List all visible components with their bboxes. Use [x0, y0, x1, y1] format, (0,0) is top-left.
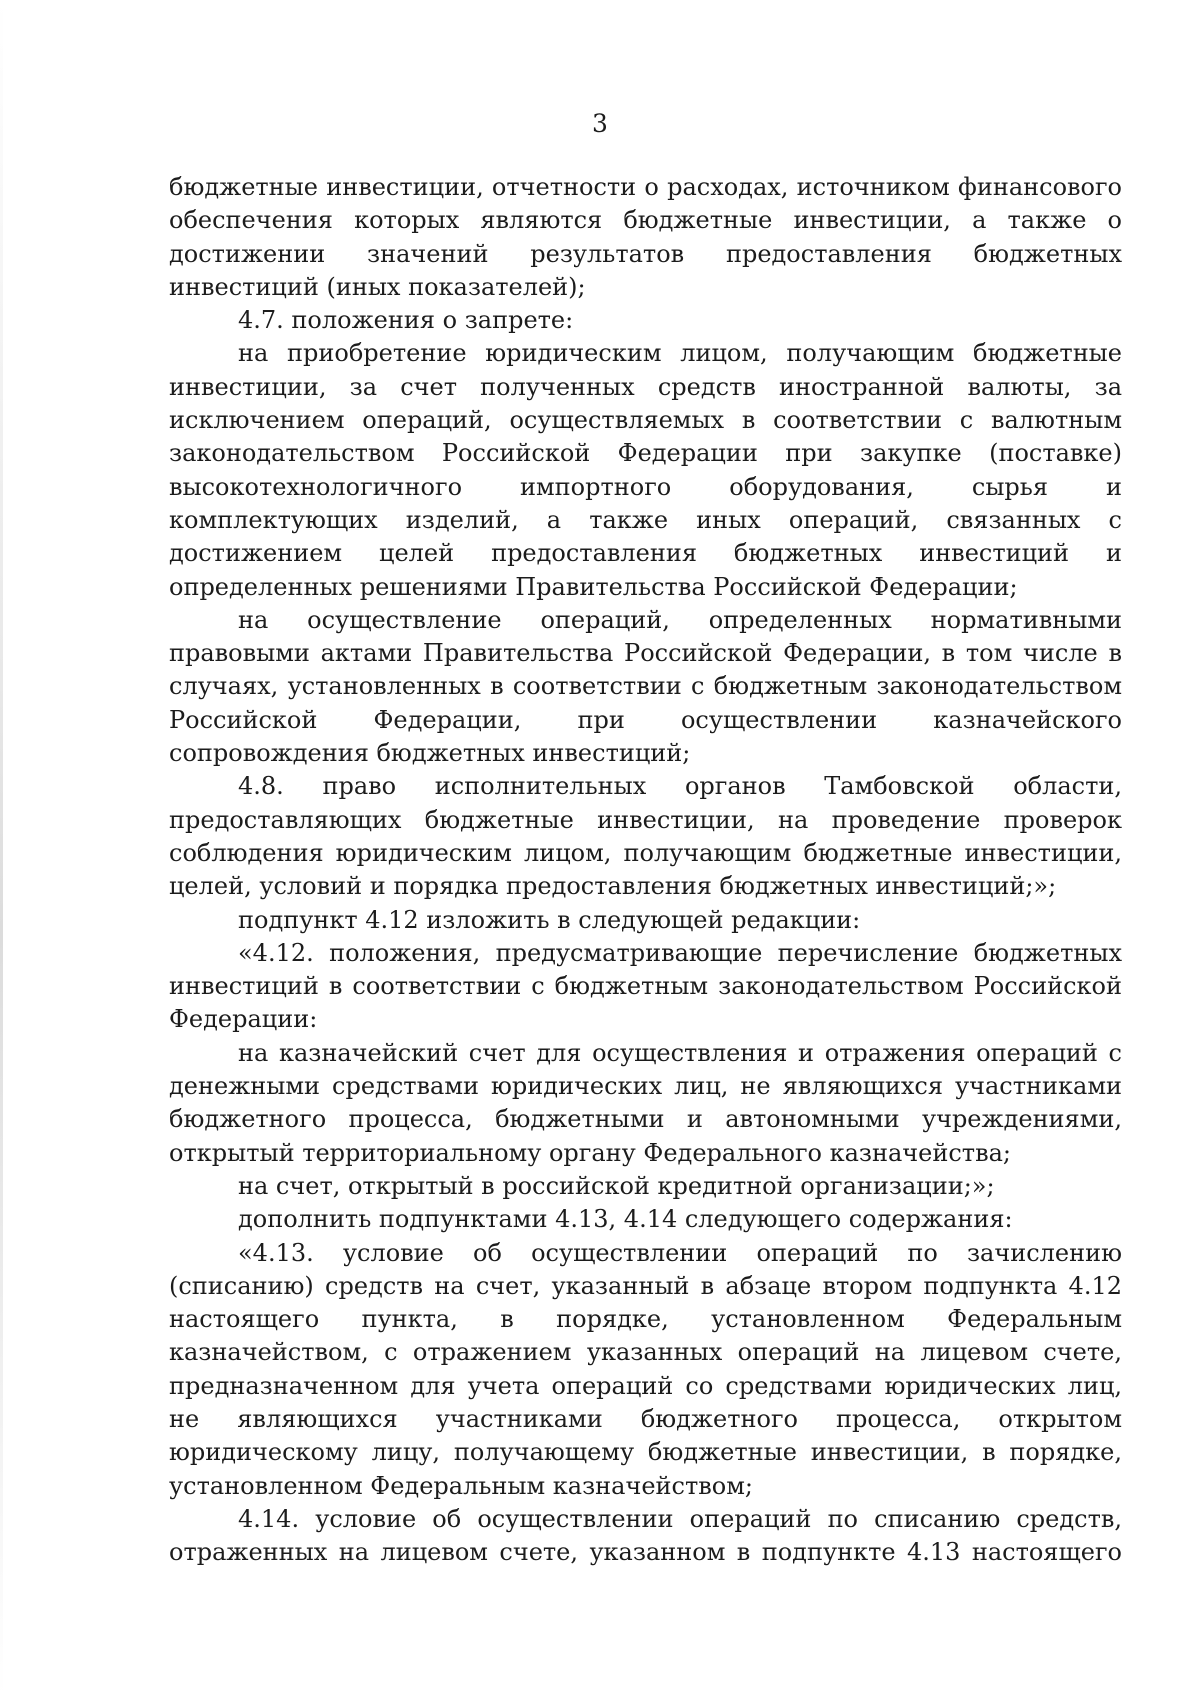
paragraph-7: «4.12. положения, предусматривающие перечисление бюджетных инвестиций в соответствии с бюджетным законодательством Российской Федерации:: [169, 938, 1122, 1034]
paragraph-2: 4.7. положения о запрете:: [238, 306, 574, 335]
page-number: 3: [592, 109, 608, 138]
paragraph-11: «4.13. условие об осуществлении операций по зачислению (списанию) средств на счет, указанный в абзаце втором подпункта 4.12 настоящего пункта, в порядке, установленном Федеральным казначейством, с отражением указанных операций на лицевом счете, предназначенном для учета операций со средствами юридических лиц, не являющихся участниками бюджетного процесса, открытом юридическому лицу, получающему бюджетные инвестиции, в порядке, установленном Федеральным казначейством;: [169, 1238, 1122, 1500]
scan-edge-shadow: [0, 0, 3, 1697]
paragraph-3: на приобретение юридическим лицом, получающим бюджетные инвестиции, за счет полученных средств иностранной валюты, за исключением операций, осуществляемых в соответствии с валютным законодательством Российской Федерации при закупке (поставке) высокотехнологичного импортного оборудования, сырья и комплектующих изделий, а также иных операций, связанных с достижением целей предоставления бюджетных инвестиций и определенных решениями Правительства Российской Федерации;: [169, 339, 1122, 601]
paragraph-5: 4.8. право исполнительных органов Тамбовской области, предоставляющих бюджетные инвестиции, на проведение проверок соблюдения юридическим лицом, получающим бюджетные инвестиции, целей, условий и порядка предоставления бюджетных инвестиций;»;: [169, 772, 1122, 901]
paragraph-10: дополнить подпунктами 4.13, 4.14 следующего содержания:: [238, 1205, 1013, 1234]
paragraph-1: бюджетные инвестиции, отчетности о расходах, источником финансового обеспечения которых являются бюджетные инвестиции, а также о достижении значений результатов предоставления бюджетных инвестиций (иных показателей);: [169, 173, 1122, 301]
paragraph-6: подпункт 4.12 изложить в следующей редакции:: [238, 905, 861, 934]
paragraph-4: на осуществление операций, определенных нормативными правовыми актами Правительства Российской Федерации, в том числе в случаях, установленных в соответствии с бюджетным законодательством Российской Федерации, при осуществлении казначейского сопровождения бюджетных инвестиций;: [169, 605, 1122, 768]
document-body: [169, 171, 1122, 1569]
paragraph-8: на казначейский счет для осуществления и отражения операций с денежными средствами юридических лиц, не являющихся участниками бюджетного процесса, бюджетными и автономными учреждениями, открытый территориальному органу Федерального казначейства;: [169, 1038, 1122, 1167]
paragraph-9: на счет, открытый в российской кредитной организации;»;: [238, 1171, 995, 1200]
paragraph-12: 4.14. условие об осуществлении операций по списанию средств, отраженных на лицевом счете, указанном в подпункте 4.13 настоящего: [169, 1504, 1122, 1567]
